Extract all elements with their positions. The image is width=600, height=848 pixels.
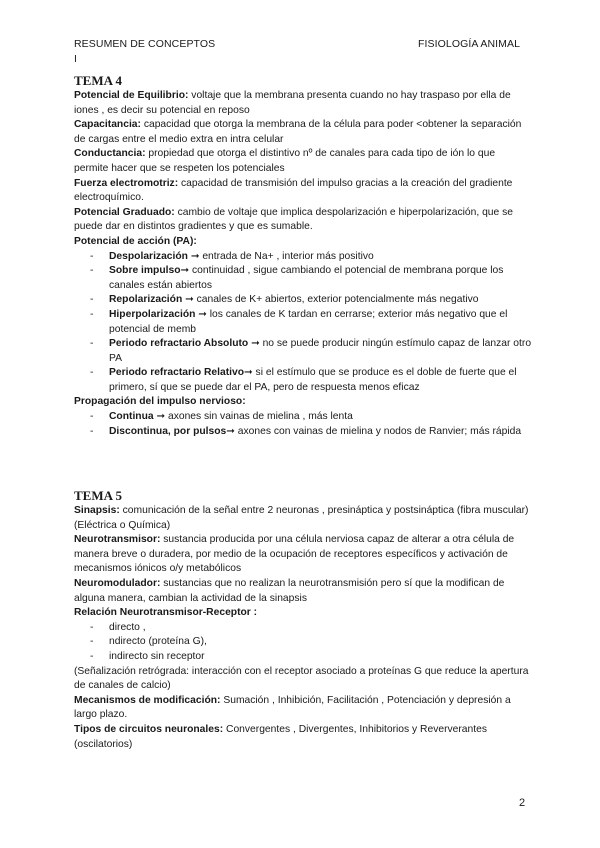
propagacion-heading: Propagación del impulso nervioso: xyxy=(74,396,246,408)
definition-mecanismos xyxy=(74,694,532,723)
list-item: - Repolarización ➞ canales de K+ abiertos, exterior potencialmente más negativo xyxy=(90,293,532,308)
definition-circuitos xyxy=(74,723,532,752)
definition-sinapsis xyxy=(74,504,532,533)
term: Sinapsis: xyxy=(74,505,120,516)
list-item: - Discontinua, por pulsos➞ axones con vainas de mielina y nodos de Ranvier; más rápida xyxy=(90,425,532,440)
definition-text: capacidad que otorga la membrana de la célula para poder <obtener la separación de cargas entre el medio extra en intra celular xyxy=(74,119,522,145)
tema5-section xyxy=(74,488,532,752)
definition-text: Sumación , Inhibición, Facilitación , Potenciación y depresión a largo plazo. xyxy=(74,694,511,721)
term: Neurotransmisor: xyxy=(74,534,161,546)
page-number: 2 xyxy=(519,797,526,809)
potencial-accion-heading: Potencial de acción (PA): xyxy=(74,235,197,247)
list-item: - directo , xyxy=(90,621,532,636)
definition-neuromodulador xyxy=(74,577,532,606)
definition-capacitancia xyxy=(74,118,532,147)
definition-text: capacidad de transmisión del impulso gracias a la creación del gradiente electroquímico. xyxy=(74,177,513,204)
definition-text: sustancias que no realizan la neurotransmisión pero sí que la modifican de alguna manera, cambian la actividad de la sinapsis xyxy=(74,577,505,604)
definition-text: comunicación de la señal entre 2 neuronas , presináptica y postsináptica (fibra muscular) (Eléctrica o Química) xyxy=(74,505,529,531)
text-cursor-marker: I xyxy=(74,53,77,65)
term: Capacitancia: xyxy=(74,119,141,131)
definition-text: cambio de voltaje que implica despolarización e hiperpolarización, que se puede dar en distintos gradientes y que es sumable. xyxy=(74,206,513,233)
list-item: - Hiperpolarización ➞ los canales de K tardan en cerrarse; exterior más negativo que el potencial de memb xyxy=(90,308,532,337)
senalizacion-note: (Señalización retrógrada: interacción con el receptor asociado a proteínas G que reduce la apertura de canales de calcio) xyxy=(74,665,529,692)
potencial-accion-list xyxy=(74,250,532,396)
list-item: - Sobre impulso➞ continuidad , sigue cambiando el potencial de membrana porque los canales están abiertos xyxy=(90,264,532,293)
definition-fuerza-electromotriz xyxy=(74,177,532,206)
tema4-title: TEMA 4 xyxy=(74,73,123,88)
tema5-title: TEMA 5 xyxy=(74,488,123,503)
tema4-section xyxy=(74,73,532,439)
list-item: - Periodo refractario Relativo➞ si el estímulo que se produce es el doble de fuerte que el primero, sí que se puede dar el PA, pero de respuesta menos eficaz xyxy=(90,366,532,395)
list-item: - Despolarización ➞ entrada de Na+ , interior más positivo xyxy=(90,250,532,265)
definition-text: Convergentes , Divergentes, Inhibitorios y Reververantes (oscilatorios) xyxy=(74,723,487,750)
term: Conductancia: xyxy=(74,148,146,160)
definition-text: voltaje que la membrana presenta cuando no hay traspaso por ella de iones , es decir su potencial en reposo xyxy=(74,90,511,116)
term: Potencial de Equilibrio: xyxy=(74,90,189,101)
definition-potencial-graduado xyxy=(74,206,532,235)
propagacion-list xyxy=(74,410,532,439)
definition-neurotransmisor xyxy=(74,533,532,577)
definition-potencial-equilibrio xyxy=(74,89,532,118)
list-item: - ndirecto (proteína G), xyxy=(90,635,532,650)
definition-text: sustancia producida por una célula nerviosa capaz de alterar a otra célula de manera breve o duradera, por medio de la ocupación de receptores específicos y activación de mecanismos iónicos o/y metabólicos xyxy=(74,534,515,575)
list-item: - indirecto sin receptor xyxy=(90,650,532,665)
relacion-list xyxy=(74,621,532,665)
term: Potencial Graduado: xyxy=(74,206,175,218)
header-right-title: FISIOLOGÍA ANIMAL xyxy=(418,38,521,50)
relacion-heading: Relación Neurotransmisor-Receptor : xyxy=(74,607,258,619)
definition-text: propiedad que otorga el distintivo nº de canales para cada tipo de ión lo que permite hacer que se respeten los potenciales xyxy=(74,148,496,174)
header-left-title: RESUMEN DE CONCEPTOS xyxy=(74,38,216,50)
term: Fuerza electromotriz: xyxy=(74,177,179,189)
definition-conductancia xyxy=(74,147,532,176)
term: Tipos de circuitos neuronales: xyxy=(74,723,224,735)
list-item: - Periodo refractario Absoluto ➞ no se puede producir ningún estímulo capaz de lanzar otro PA xyxy=(90,337,532,366)
list-item: - Continua ➞ axones sin vainas de mielina , más lenta xyxy=(90,410,532,425)
term: Mecanismos de modificación: xyxy=(74,694,221,706)
term: Neuromodulador: xyxy=(74,577,161,589)
